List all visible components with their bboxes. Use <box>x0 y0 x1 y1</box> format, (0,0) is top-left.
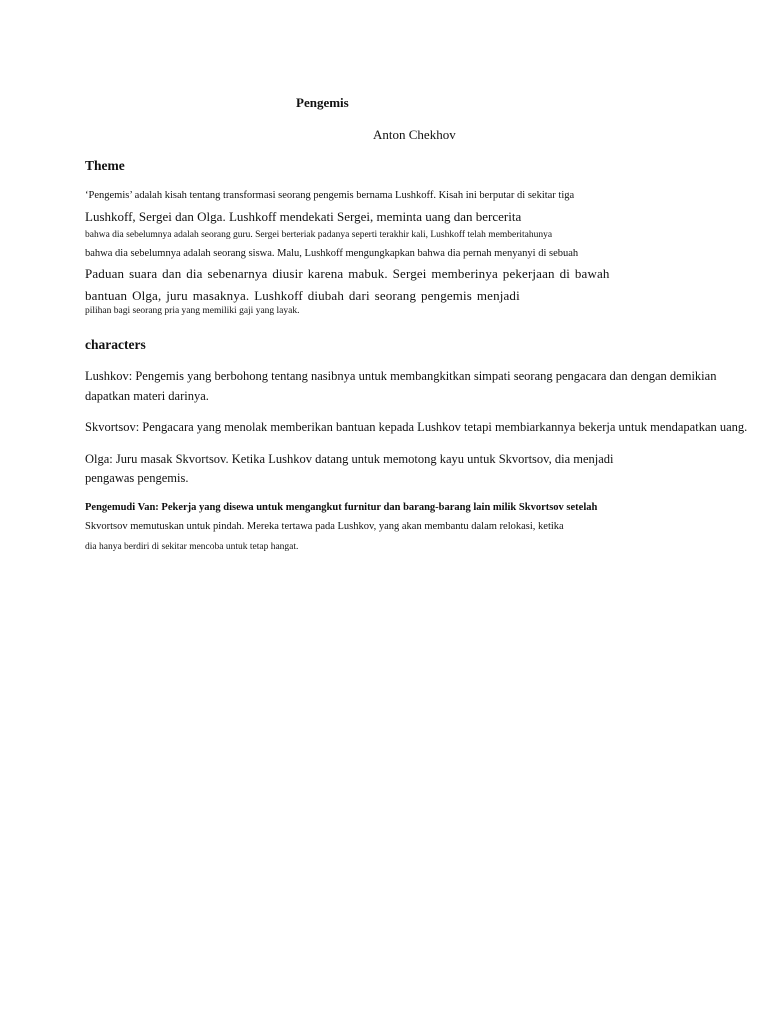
theme-line: ‘Pengemis’ adalah kisah tentang transformasi seorang pengemis bernama Lushkoff. Kisah ini berputar di sekitar tiga <box>85 190 575 201</box>
character-line: Pengemudi Van: Pekerja yang disewa untuk mengangkut furnitur dan barang-barang lain milik Skvortsov setelah <box>85 502 598 513</box>
character-line: dia hanya berdiri di sekitar mencoba untuk tetap hangat. <box>85 542 299 552</box>
character-line: dapatkan materi darinya. <box>85 389 209 403</box>
theme-line: bantuan Olga, juru masaknya. Lushkoff diubah dari seorang pengemis menjadi <box>85 288 520 303</box>
character-line: Lushkov: Pengemis yang berbohong tentang nasibnya untuk membangkitkan simpati seorang pengacara dan dengan demikian <box>85 369 717 383</box>
theme-line: Paduan suara dan dia sebenarnya diusir karena mabuk. Sergei memberinya pekerjaan di bawah <box>85 266 610 281</box>
theme-line: Lushkoff, Sergei dan Olga. Lushkoff mendekati Sergei, meminta uang dan bercerita <box>85 209 522 224</box>
theme-heading: Theme <box>85 158 125 173</box>
theme-line: pilihan bagi seorang pria yang memiliki gaji yang layak. <box>85 306 300 316</box>
character-line: Skvortsov memutuskan untuk pindah. Mereka tertawa pada Lushkov, yang akan membantu dalam relokasi, ketika <box>85 521 564 532</box>
document-author: Anton Chekhov <box>373 127 456 142</box>
character-line: pengawas pengemis. <box>85 471 189 485</box>
character-line: Olga: Juru masak Skvortsov. Ketika Lushkov datang untuk memotong kayu untuk Skvortsov, dia menjadi <box>85 452 614 466</box>
character-line: Skvortsov: Pengacara yang menolak memberikan bantuan kepada Lushkov tetapi membiarkannya bekerja untuk mendapatkan uang. <box>85 420 748 434</box>
theme-line: bahwa dia sebelumnya adalah seorang siswa. Malu, Lushkoff mengungkapkan bahwa dia pernah menyanyi di sebuah <box>85 248 579 259</box>
document-title: Pengemis <box>296 95 349 110</box>
characters-heading: characters <box>85 337 146 352</box>
theme-line: bahwa dia sebelumnya adalah seorang guru. Sergei berteriak padanya seperti terakhir kali, Lushkoff telah memberitahunya <box>85 230 553 240</box>
